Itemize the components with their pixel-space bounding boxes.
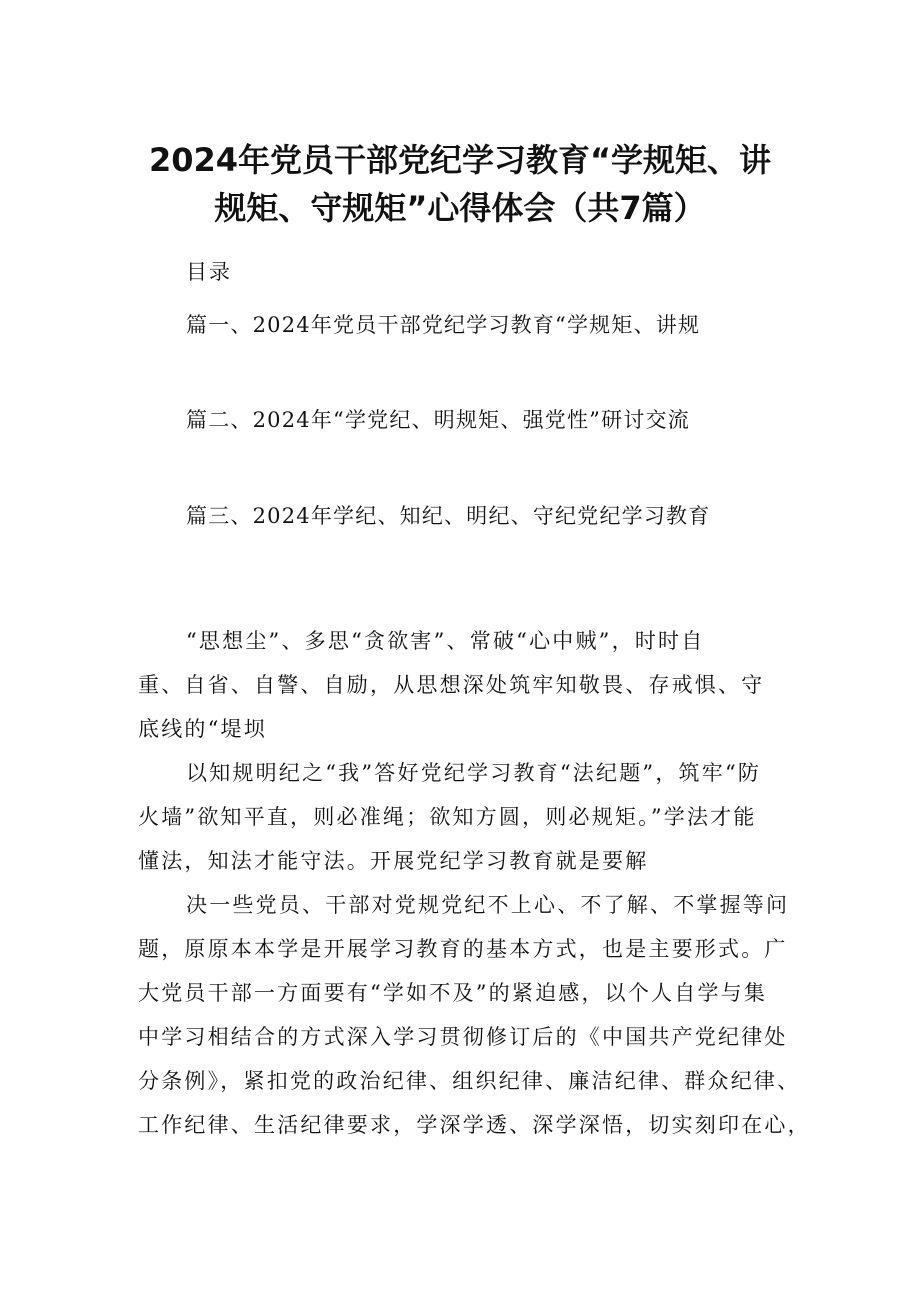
body-line-2: 重、自省、自警、自励，从思想深处筑牢知敬畏、存戒惧、守 xyxy=(138,673,765,697)
body-line-5: 火墙”欲知平直，则必准绳；欲知方圆，则必规矩。”学法才能 xyxy=(138,805,757,829)
body-line-8: 题，原原本本学是开展学习教育的基本方式，也是主要形式。广 xyxy=(138,937,788,961)
toc-item-1[interactable]: 篇一、2024年党员干部党纪学习教育“学规矩、讲规 xyxy=(186,313,701,337)
body-line-6: 懂法，知法才能守法。开展党纪学习教育就是要解 xyxy=(138,849,649,873)
toc-heading: 目录 xyxy=(186,260,232,284)
body-line-3: 底线的“堤坝 xyxy=(138,717,267,741)
body-line-7: 决一些党员、干部对党规党纪不上心、不了解、不掌握等问 xyxy=(186,893,790,917)
body-line-4: 以知规明纪之“我”答好党纪学习教育“法纪题”，筑牢“防 xyxy=(186,761,762,785)
body-line-9: 大党员干部一方面要有“学如不及”的紧迫感，以个人自学与集 xyxy=(138,981,768,1005)
body-line-11: 分条例》，紧扣党的政治纪律、组织纪律、廉洁纪律、群众纪律、 xyxy=(138,1069,801,1093)
document-title-line-1: 2024年党员干部党纪学习教育“学规矩、讲 xyxy=(148,141,772,179)
body-line-12: 工作纪律、生活纪律要求，学深学透、深学深悟，切实刻印在心， xyxy=(138,1113,811,1137)
body-line-1: “思想尘”、多思“贪欲害”、常破“心中贼”，时时自 xyxy=(186,629,705,653)
toc-item-3[interactable]: 篇三、2024年学纪、知纪、明纪、守纪党纪学习教育 xyxy=(186,504,711,528)
toc-item-2[interactable]: 篇二、2024年“学党纪、明规矩、强党性”研讨交流 xyxy=(186,408,690,432)
document-title-line-2: 规矩、守规矩”心得体会（共7篇） xyxy=(214,189,706,227)
body-line-10: 中学习相结合的方式深入学习贯彻修订后的《中国共产党纪律处 xyxy=(138,1025,788,1049)
